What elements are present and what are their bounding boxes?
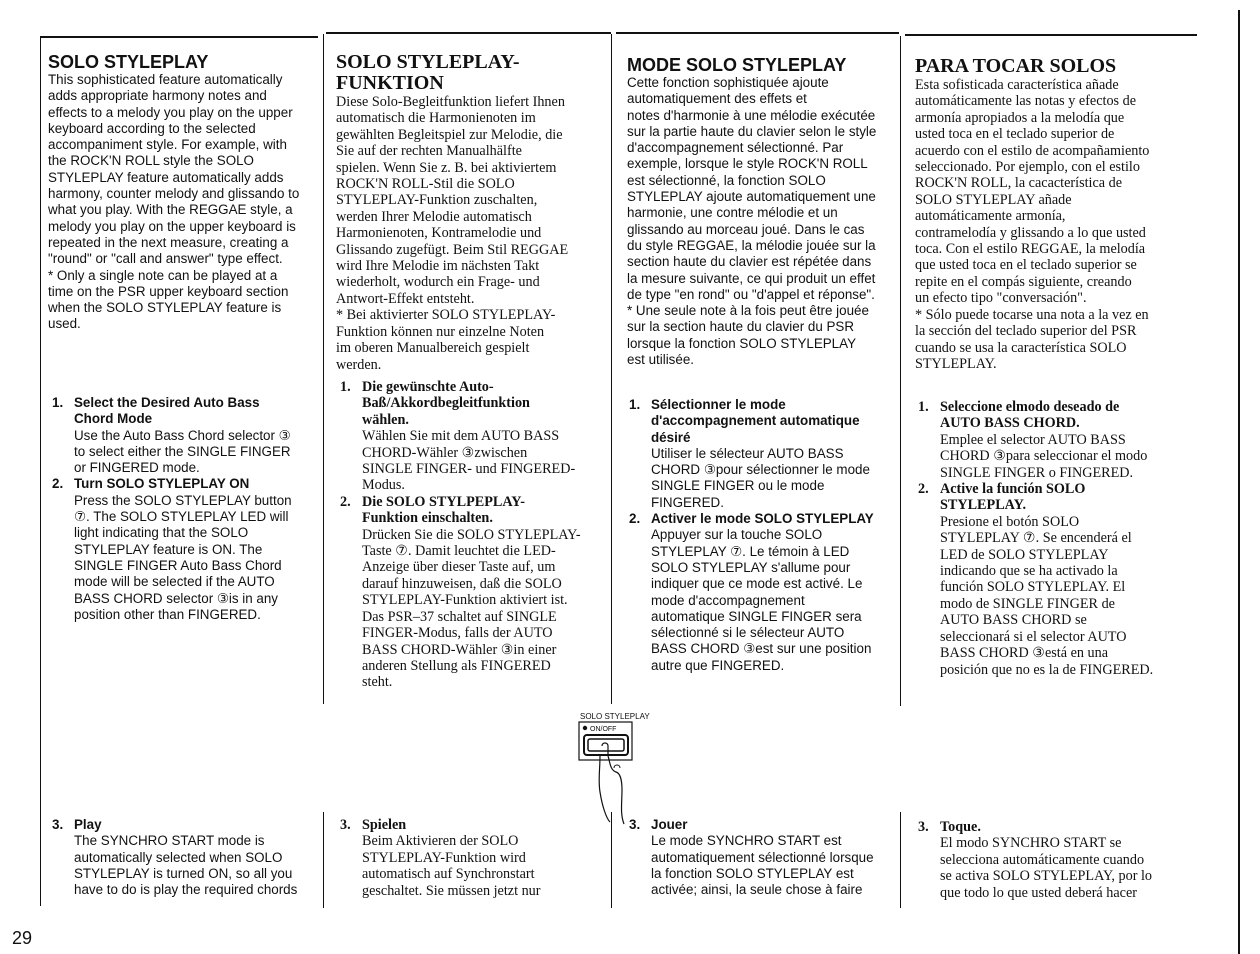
step-title: Spielen [362, 817, 407, 833]
step-text: Le mode SYNCHRO START est automatiquement sélectionné lorsque la fonction SOLO STYLEPLAY est activée; ainsi, la seule chose à faire [651, 833, 874, 898]
illustration-label: SOLO STYLEPLAY [580, 712, 650, 721]
step-title: Seleccione elmodo deseado de AUTO BASS CHORD. [940, 399, 1120, 432]
english-intro: This sophisticated feature automatically adds appropriate harmony notes and effects to a melody you play on the upper keyboard according to the selected accompaniment style. For example, with the ROCK'N ROLL style the SOLO STYLEPLAY feature automatically adds harmony, counter melody and glissando to what you play. With the REGGAE style, a melody you play on the upper keyboard is repeated in the next measure, creating a "round" or "call and answer" type effect. [48, 72, 300, 267]
spanish-step-2 [918, 481, 1218, 678]
french-step-2 [629, 511, 899, 674]
step-text: Press the SOLO STYLEPLAY button ⑦. The SOLO STYLEPLAY LED will light indicating that the SOLO STYLEPLAY feature is ON. The SINGLE FINGER Auto Bass Chord mode will be selected if the AUTO BASS CHORD selector ③is in any position other than FINGERED. [74, 492, 292, 622]
french-title: MODE SOLO STYLEPLAY [627, 55, 847, 75]
english-title: SOLO STYLEPLAY [48, 52, 209, 72]
step-text: The SYNCHRO START mode is automatically selected when SOLO STYLEPLAY is turned ON, so all you have to do is play the required chords [74, 833, 298, 898]
spanish-steps [918, 399, 1218, 678]
divider-3 [900, 36, 901, 706]
english-step-1 [52, 395, 317, 476]
top-rule-spanish [905, 34, 1197, 36]
step-number: 1. [52, 395, 64, 410]
divider-1 [323, 34, 324, 704]
step-number: 2. [918, 481, 929, 498]
step-title: Activer le mode SOLO STYLEPLAY [651, 511, 874, 527]
solo-styleplay-button-illustration [576, 710, 656, 830]
french-steps [629, 397, 899, 674]
french-intro: Cette fonction sophistiquée ajoute automatiquement des effets et notes d'harmonie à une mélodie exécutée sur la partie haute du clavier selon le style d'accompagnement sélectionné. Par exemple, lorsque le style ROCK'N ROLL est sélectionné, la fonction SOLO STYLEPLAY ajoute automatiquement une harmonie, une contre mélodie et un glissando au morceau joué. Dans le cas du style REGGAE, la mélodie jouée sur la section haute du clavier est répétée dans la mesure suivante, ce qui produit un effet de type "en rond" ou "d'appel et réponse". [627, 75, 877, 302]
english-step-3 [52, 817, 317, 898]
spanish-step-1 [918, 399, 1218, 481]
step-title: Turn SOLO STYLEPLAY ON [74, 476, 250, 492]
german-column [336, 52, 608, 373]
step-text: Utiliser le sélecteur AUTO BASS CHORD ③pour sélectionner le mode SINGLE FINGER ou le mode FINGERED. [651, 445, 870, 510]
german-step-2 [340, 494, 610, 691]
step-number: 2. [340, 493, 351, 510]
step-number: 1. [340, 379, 351, 395]
spanish-intro: Esta sofisticada característica añade automáticamente las notas y efectos de armonía apropiados a la melodía que usted toca en el teclado superior de acuerdo con el estilo de acompañamiento seleccionado. Por ejemplo, con el estilo ROCK'N ROLL, la cacacterística de SOLO STYLEPLAY añade automáticamente armonía, contramelodía y glissando a lo que usted toca. Con el estilo REGGAE, la melodía que usted toca en el teclado superior se repite en el compás siguiente, creando un efecto tipo "conversación". [915, 77, 1150, 307]
spanish-step-3-block [918, 819, 1218, 901]
page-number: 29 [12, 928, 33, 948]
step-number: 3. [52, 817, 64, 832]
top-rule-german [326, 32, 611, 34]
english-step-2 [52, 476, 317, 623]
spanish-title: PARA TOCAR SOLOS [915, 55, 1117, 77]
divider-3-lower [900, 812, 901, 908]
step-text: Beim Aktivieren der SOLO STYLEPLAY-Funktion wird automatisch auf Synchronstart geschaltet. Sie müssen jetzt nur [362, 833, 541, 899]
step-number: 3. [340, 817, 351, 833]
german-title: SOLO STYLEPLAY- FUNKTION [336, 51, 520, 94]
english-step-3-block [52, 817, 317, 898]
german-steps [340, 379, 610, 691]
step-number: 3. [629, 817, 641, 832]
step-number: 3. [918, 819, 929, 835]
english-column [48, 52, 320, 333]
french-step-1 [629, 397, 899, 511]
german-intro: Diese Solo-Begleitfunktion liefert Ihnen automatisch die Harmonienoten im gewählten Begleitspiel zur Melodie, die Sie auf der rechten Manualhälfte spielen. Wenn Sie z. B. bei aktiviertem ROCK'N ROLL-Stil die SOLO STYLEPLAY-Funktion zuschalten, werden Ihrer Melodie automatisch Harmonienoten, Kontramelodie und Glissando zugefügt. Beim Stil REGGAE wird Ihre Melodie im nächsten Takt wiederholt, wodurch ein Frage- und Antwort-Effekt entsteht. [336, 94, 569, 307]
english-steps [52, 395, 317, 623]
step-title: Jouer [651, 817, 688, 832]
right-border [1238, 10, 1240, 954]
step-number: 1. [918, 399, 929, 415]
step-title: Select the Desired Auto Bass Chord Mode [74, 395, 260, 427]
step-number: 2. [52, 476, 64, 492]
step-number: 2. [629, 511, 641, 527]
step-text: El modo SYNCHRO START se selecciona automáticamente cuando se activa SOLO STYLEPLAY, por lo que todo lo que usted deberá hacer [940, 835, 1153, 901]
top-rule-french [616, 32, 899, 34]
german-step-3 [340, 817, 610, 899]
button-label: ON/OFF [590, 726, 617, 733]
left-border [40, 36, 41, 906]
french-step-3 [629, 817, 899, 898]
step-text: Presione el botón SOLO STYLEPLAY ⑦. Se encenderá el LED de SOLO STYLEPLAY indicando que se ha activado la función SOLO STYLEPLAY. El modo de SINGLE FINGER de AUTO BASS CHORD se seleccionará si el selector AUTO BASS CHORD ③está en una posición que no es la de FINGERED. [940, 513, 1154, 678]
german-step-1 [340, 379, 610, 494]
english-note: * Only a single note can be played at a time on the PSR upper keyboard section when the SOLO STYLEPLAY feature is used. [48, 267, 289, 332]
step-title: Die gewünschte Auto- Baß/Akkordbegleitfunktion wählen. [362, 379, 530, 428]
step-number: 1. [629, 397, 641, 412]
divider-2 [611, 34, 612, 704]
divider-1-lower [323, 812, 324, 908]
step-title: Active la función SOLO STYLEPLAY. [940, 481, 1086, 514]
step-title: Die SOLO STYLPEPLAY- Funktion einschalten. [362, 493, 525, 527]
french-column [627, 55, 899, 368]
french-note: * Une seule note à la fois peut être jouée sur la section haute du clavier du PSR lorsque la fonction SOLO STYLEPLAY est utilisée. [627, 303, 869, 368]
step-text: Wählen Sie mit dem AUTO BASS CHORD-Wähler ③zwischen SINGLE FINGER- und FINGERED- Modus. [362, 428, 576, 494]
german-step-3-block [340, 817, 610, 899]
step-title: Toque. [940, 819, 981, 835]
top-rule-english [40, 36, 318, 38]
spanish-column [915, 56, 1205, 372]
step-text: Emplee el selector AUTO BASS CHORD ③para seleccionar el modo SINGLE FINGER o FINGERED. [940, 431, 1148, 481]
spanish-step-3 [918, 819, 1218, 901]
spanish-note: * Sólo puede tocarse una nota a la vez en la sección del teclado superior del PSR cuando se usa la característica SOLO STYLEPLAY. [915, 306, 1149, 372]
finger-press-icon [576, 710, 656, 830]
step-title: Play [74, 817, 102, 832]
german-note: * Bei aktivierter SOLO STYLEPLAY- Funktion können nur einzelne Noten im oberen Manualbereich gespielt werden. [336, 307, 556, 373]
step-text: Use the Auto Bass Chord selector ③ to select either the SINGLE FINGER or FINGERED mode. [74, 427, 291, 476]
step-title: Sélectionner le mode d'accompagnement automatique désiré [651, 397, 860, 445]
step-text: Drücken Sie die SOLO STYLEPLAY- Taste ⑦. Damit leuchtet die LED- Anzeige über dieser Taste auf, um darauf hinzuweisen, daß die SOLO STYLEPLAY-Funktion aktiviert ist. Das PSR–37 schaltet auf SINGLE FINGER-Modus, falls der AUTO BASS CHORD-Wähler ③in einer anderen Stellung als FINGERED steht. [362, 526, 581, 691]
step-text: Appuyer sur la touche SOLO STYLEPLAY ⑦. Le témoin à LED SOLO STYLEPLAY s'allume pour indiquer que ce mode est activé. Le mode d'accompagnement automatique SINGLE FINGER sera sélectionné si le sélecteur AUTO BASS CHORD ③est sur une position autre que FINGERED. [651, 527, 872, 673]
french-step-3-block [629, 817, 899, 898]
